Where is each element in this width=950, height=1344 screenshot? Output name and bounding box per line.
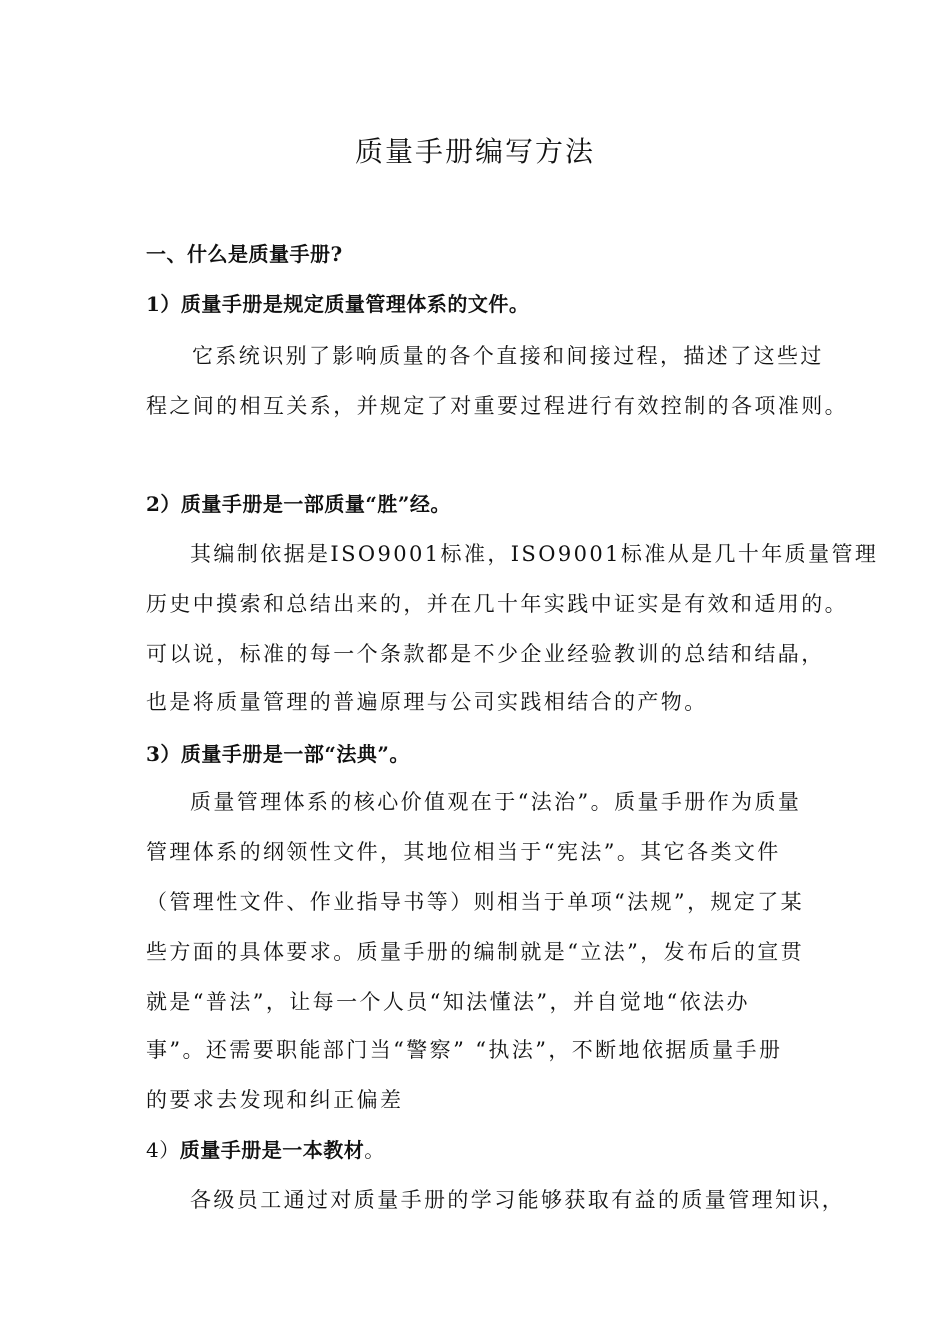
item-3-paragraph-line: 就是“普法”，让每一个人员“知法懂法”，并自觉地“依法办 [146,990,750,1014]
document-title: 质量手册编写方法 [354,135,595,168]
item-1-paragraph-line: 程之间的相互关系，并规定了对重要过程进行有效控制的各项准则。 [146,394,848,418]
item-4-heading-bold: 质量手册是一本教材 [179,1138,365,1162]
item-3-paragraph-line: 质量管理体系的核心价值观在于“法治”。质量手册作为质量 [190,790,802,814]
item-4-paragraph-line: 各级员工通过对质量手册的学习能够获取有益的质量管理知识， [190,1188,846,1212]
item-3-paragraph-line: （管理性文件、作业指导书等）则相当于单项“法规”，规定了某 [146,890,805,914]
item-2-heading: 2）质量手册是一部质量“胜”经。 [146,492,451,516]
item-3-paragraph-line: 事”。还需要职能部门当“警察” “执法”，不断地依据质量手册 [146,1038,783,1062]
item-1-heading: 1）质量手册是规定质量管理体系的文件。 [146,292,530,316]
item-3-paragraph-line: 的要求去发现和纠正偏差 [146,1088,404,1112]
item-2-paragraph-line: 其编制依据是ISO9001标准，ISO9001标准从是几十年质量管理 [190,542,879,566]
item-2-paragraph-line: 可以说，标准的每一个条款都是不少企业经验教训的总结和结晶， [146,642,825,666]
item-3-heading: 3）质量手册是一部“法典”。 [146,742,410,766]
item-1-paragraph-line: 它系统识别了影响质量的各个直接和间接过程，描述了这些过 [192,344,824,368]
item-4-heading-prefix: 4） [146,1138,180,1162]
item-2-paragraph-line: 也是将质量管理的普遍原理与公司实践相结合的产物。 [146,690,708,714]
item-2-paragraph-line: 历史中摸索和总结出来的，并在几十年实践中证实是有效和适用的。 [146,592,848,616]
section-heading-what-is-quality-manual: 一、什么是质量手册? [146,242,343,266]
item-4-heading-suffix: 。 [364,1138,385,1162]
item-3-paragraph-line: 管理体系的纲领性文件，其地位相当于“宪法”。其它各类文件 [146,840,781,864]
item-4-heading [146,1134,385,1163]
item-3-paragraph-line: 些方面的具体要求。质量手册的编制就是“立法”，发布后的宣贯 [146,940,805,964]
